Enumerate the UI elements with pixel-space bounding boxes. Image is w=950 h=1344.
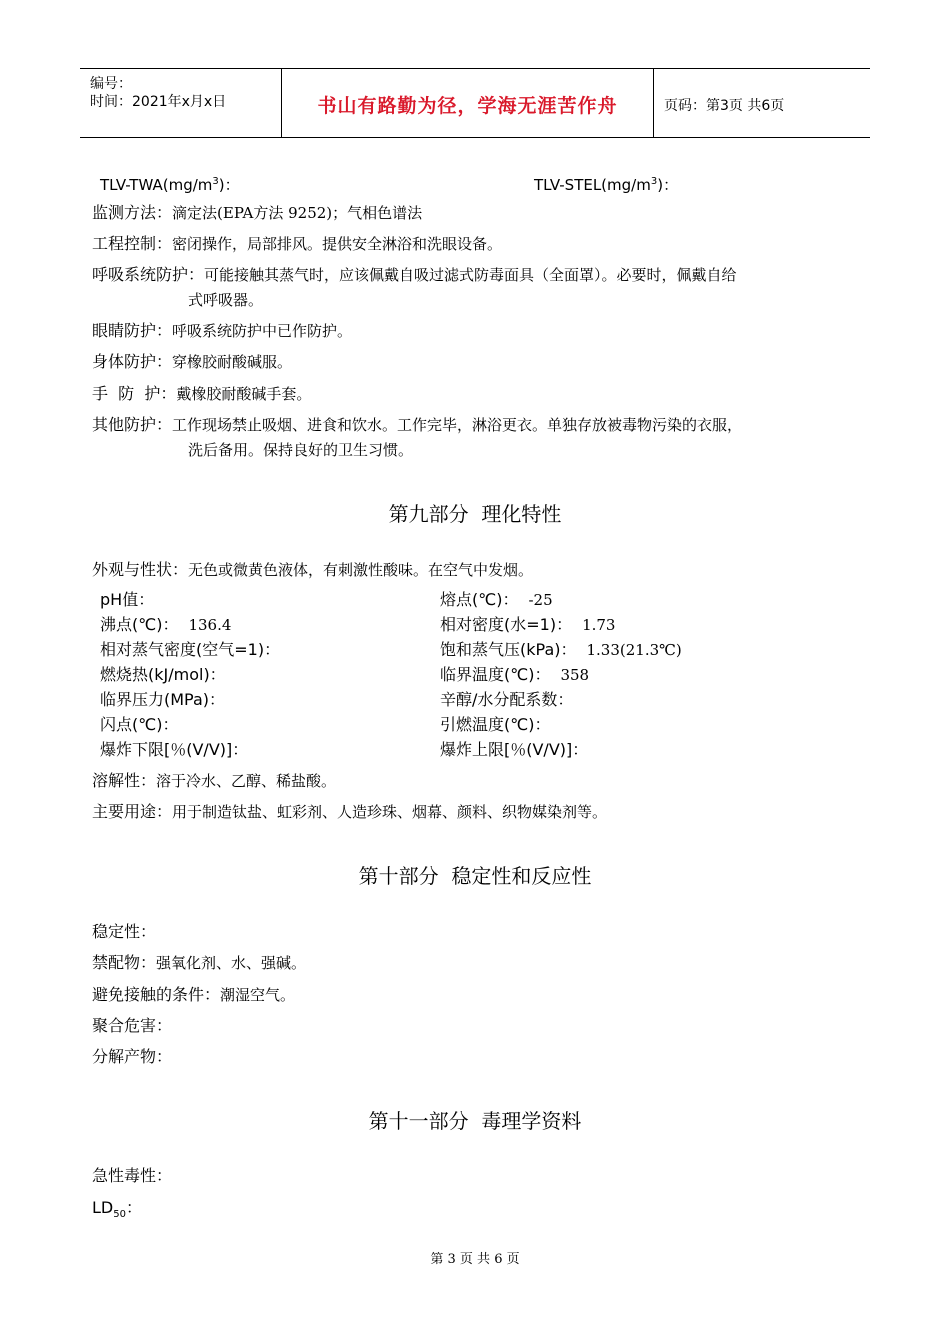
avoid-conditions bbox=[92, 985, 295, 1005]
solubility bbox=[92, 771, 336, 791]
body-protection bbox=[92, 352, 292, 372]
body-value: 穿橡胶耐酸碱服。 bbox=[172, 353, 293, 371]
property-left-label: 爆炸下限[％(V/V)]： bbox=[100, 740, 249, 759]
acute-label: 急性毒性： bbox=[92, 1166, 173, 1185]
monitoring-label: 监测方法： bbox=[92, 203, 173, 222]
acute-toxicity bbox=[92, 1166, 172, 1186]
property-left-label: 闪点(℃)： bbox=[100, 715, 179, 734]
tlv-twa-line bbox=[100, 172, 240, 195]
property-right-value: 358 bbox=[560, 666, 590, 684]
appearance bbox=[92, 560, 533, 580]
property-right-label: 辛醇/水分配系数： bbox=[440, 690, 574, 709]
engineering-label: 工程控制： bbox=[92, 234, 173, 253]
property-left-label: pH值： bbox=[100, 590, 155, 609]
motto-text: 书山有路勤为径，学海无涯苦作舟 bbox=[317, 95, 618, 117]
property-right-label: 爆炸上限[％(V/V)]： bbox=[440, 740, 589, 759]
property-right-value: 1.73 bbox=[582, 616, 616, 634]
property-left-label: 相对蒸气密度(空气=1)： bbox=[100, 640, 281, 659]
date-label: 时间：2021年x月x日 bbox=[90, 94, 227, 110]
incompat-label: 禁配物： bbox=[92, 953, 157, 972]
property-left-row bbox=[100, 590, 164, 610]
property-right-row bbox=[440, 615, 615, 635]
section9-title bbox=[0, 498, 950, 527]
property-left-row bbox=[100, 740, 258, 760]
eye-label: 眼睛防护： bbox=[92, 321, 173, 340]
property-left-row bbox=[100, 615, 231, 635]
monitoring-method bbox=[92, 203, 422, 223]
hand-value: 戴橡胶耐酸碱手套。 bbox=[176, 385, 312, 403]
property-left-row bbox=[100, 665, 236, 685]
property-left-row bbox=[100, 715, 188, 735]
other-protection bbox=[92, 415, 742, 435]
polymer-label: 聚合危害： bbox=[92, 1016, 173, 1035]
ld-end: ： bbox=[125, 1198, 142, 1217]
tlv-stel-label: TLV-STEL(mg/m bbox=[534, 176, 651, 194]
property-right-row bbox=[440, 715, 560, 735]
solubility-label: 溶解性： bbox=[92, 771, 157, 790]
decomp-label: 分解产物： bbox=[92, 1047, 173, 1066]
property-right-row bbox=[440, 690, 583, 710]
property-left-value: 136.4 bbox=[188, 616, 232, 634]
property-right-row bbox=[440, 590, 553, 610]
eye-protection bbox=[92, 321, 352, 341]
respiratory-value-2: 式呼吸器。 bbox=[188, 291, 264, 309]
eye-value: 呼吸系统防护中已作防护。 bbox=[172, 322, 353, 340]
other-label: 其他防护： bbox=[92, 415, 173, 434]
property-right-row bbox=[440, 665, 589, 685]
main-uses bbox=[92, 802, 607, 822]
property-left-label: 燃烧热(kJ/mol)： bbox=[100, 665, 226, 684]
hand-label: 手 防 护： bbox=[92, 384, 177, 403]
page-footer: 第 3 页 共 6 页 bbox=[430, 1252, 520, 1267]
hand-protection bbox=[92, 384, 311, 404]
incompat-value: 强氧化剂、水、强碱。 bbox=[156, 954, 307, 972]
header-motto-cell bbox=[282, 69, 654, 137]
property-left-row bbox=[100, 640, 290, 660]
uses-label: 主要用途： bbox=[92, 802, 173, 821]
property-right-label: 饱和蒸气压(kPa)： bbox=[440, 640, 577, 659]
tlv-stel-line bbox=[534, 172, 678, 195]
property-right-row bbox=[440, 740, 598, 760]
property-right-value: 1.33(21.3℃) bbox=[586, 641, 682, 659]
tlv-twa-end: )： bbox=[218, 176, 240, 194]
respiratory-value-1: 可能接触其蒸气时，应该佩戴自吸过滤式防毒面具（全面罩）。必要时，佩戴自给 bbox=[204, 266, 737, 284]
section10-title-text: 第十部分 稳定性和反应性 bbox=[358, 864, 592, 888]
engineering-control bbox=[92, 234, 502, 254]
stability-label: 稳定性： bbox=[92, 922, 157, 941]
other-value-2: 洗后备用。保持良好的卫生习惯。 bbox=[188, 441, 414, 459]
ld50-line bbox=[92, 1198, 142, 1225]
property-left-label: 临界压力(MPa)： bbox=[100, 690, 226, 709]
ld-label: LD bbox=[92, 1198, 114, 1217]
solubility-value: 溶于冷水、乙醇、稀盐酸。 bbox=[156, 772, 337, 790]
tlv-twa-sup: 3 bbox=[212, 176, 219, 187]
property-right-label: 引燃温度(℃)： bbox=[440, 715, 551, 734]
section9-title-text: 第九部分 理化特性 bbox=[388, 502, 562, 526]
appearance-label: 外观与性状： bbox=[92, 560, 189, 579]
decomposition-products bbox=[92, 1047, 172, 1067]
property-right-label: 相对密度(水=1)： bbox=[440, 615, 573, 634]
section11-title bbox=[0, 1105, 950, 1134]
property-left-row bbox=[100, 690, 235, 710]
property-left-label: 沸点(℃)： bbox=[100, 615, 179, 634]
page-number-label: 页码：第3页 共6页 bbox=[664, 98, 785, 114]
polymerization-hazard bbox=[92, 1016, 172, 1036]
stability bbox=[92, 922, 156, 942]
uses-value: 用于制造钛盐、虹彩剂、人造珍珠、烟幕、颜料、织物媒染剂等。 bbox=[172, 803, 608, 821]
avoid-value: 潮湿空气。 bbox=[220, 986, 296, 1004]
tlv-stel-end: )： bbox=[657, 176, 679, 194]
section10-title bbox=[0, 860, 950, 889]
monitoring-value: 滴定法(EPA方法 9252)；气相色谱法 bbox=[172, 204, 423, 222]
header-meta-cell bbox=[80, 69, 282, 137]
respiratory-label: 呼吸系统防护： bbox=[92, 265, 205, 284]
property-right-row bbox=[440, 640, 682, 660]
incompatibles bbox=[92, 953, 306, 973]
page-header bbox=[80, 68, 870, 138]
property-right-label: 熔点(℃)： bbox=[440, 590, 519, 609]
avoid-label: 避免接触的条件： bbox=[92, 985, 221, 1004]
property-right-label: 临界温度(℃)： bbox=[440, 665, 551, 684]
engineering-value: 密闭操作，局部排风。提供安全淋浴和洗眼设备。 bbox=[172, 235, 503, 253]
respiratory-protection bbox=[92, 265, 737, 285]
section11-title-text: 第十一部分 毒理学资料 bbox=[368, 1109, 582, 1133]
appearance-value: 无色或微黄色液体，有刺激性酸味。在空气中发烟。 bbox=[188, 561, 534, 579]
other-value-1: 工作现场禁止吸烟、进食和饮水。工作完毕，淋浴更衣。单独存放被毒物污染的衣服， bbox=[172, 416, 743, 434]
tlv-twa-label: TLV-TWA(mg/m bbox=[100, 176, 213, 194]
header-page-cell bbox=[654, 69, 870, 137]
ld-subscript: 50 bbox=[113, 1209, 126, 1220]
body-label: 身体防护： bbox=[92, 352, 173, 371]
tlv-stel-sup: 3 bbox=[650, 176, 658, 187]
property-right-value: -25 bbox=[528, 591, 553, 609]
serial-label: 编号： bbox=[90, 76, 132, 92]
